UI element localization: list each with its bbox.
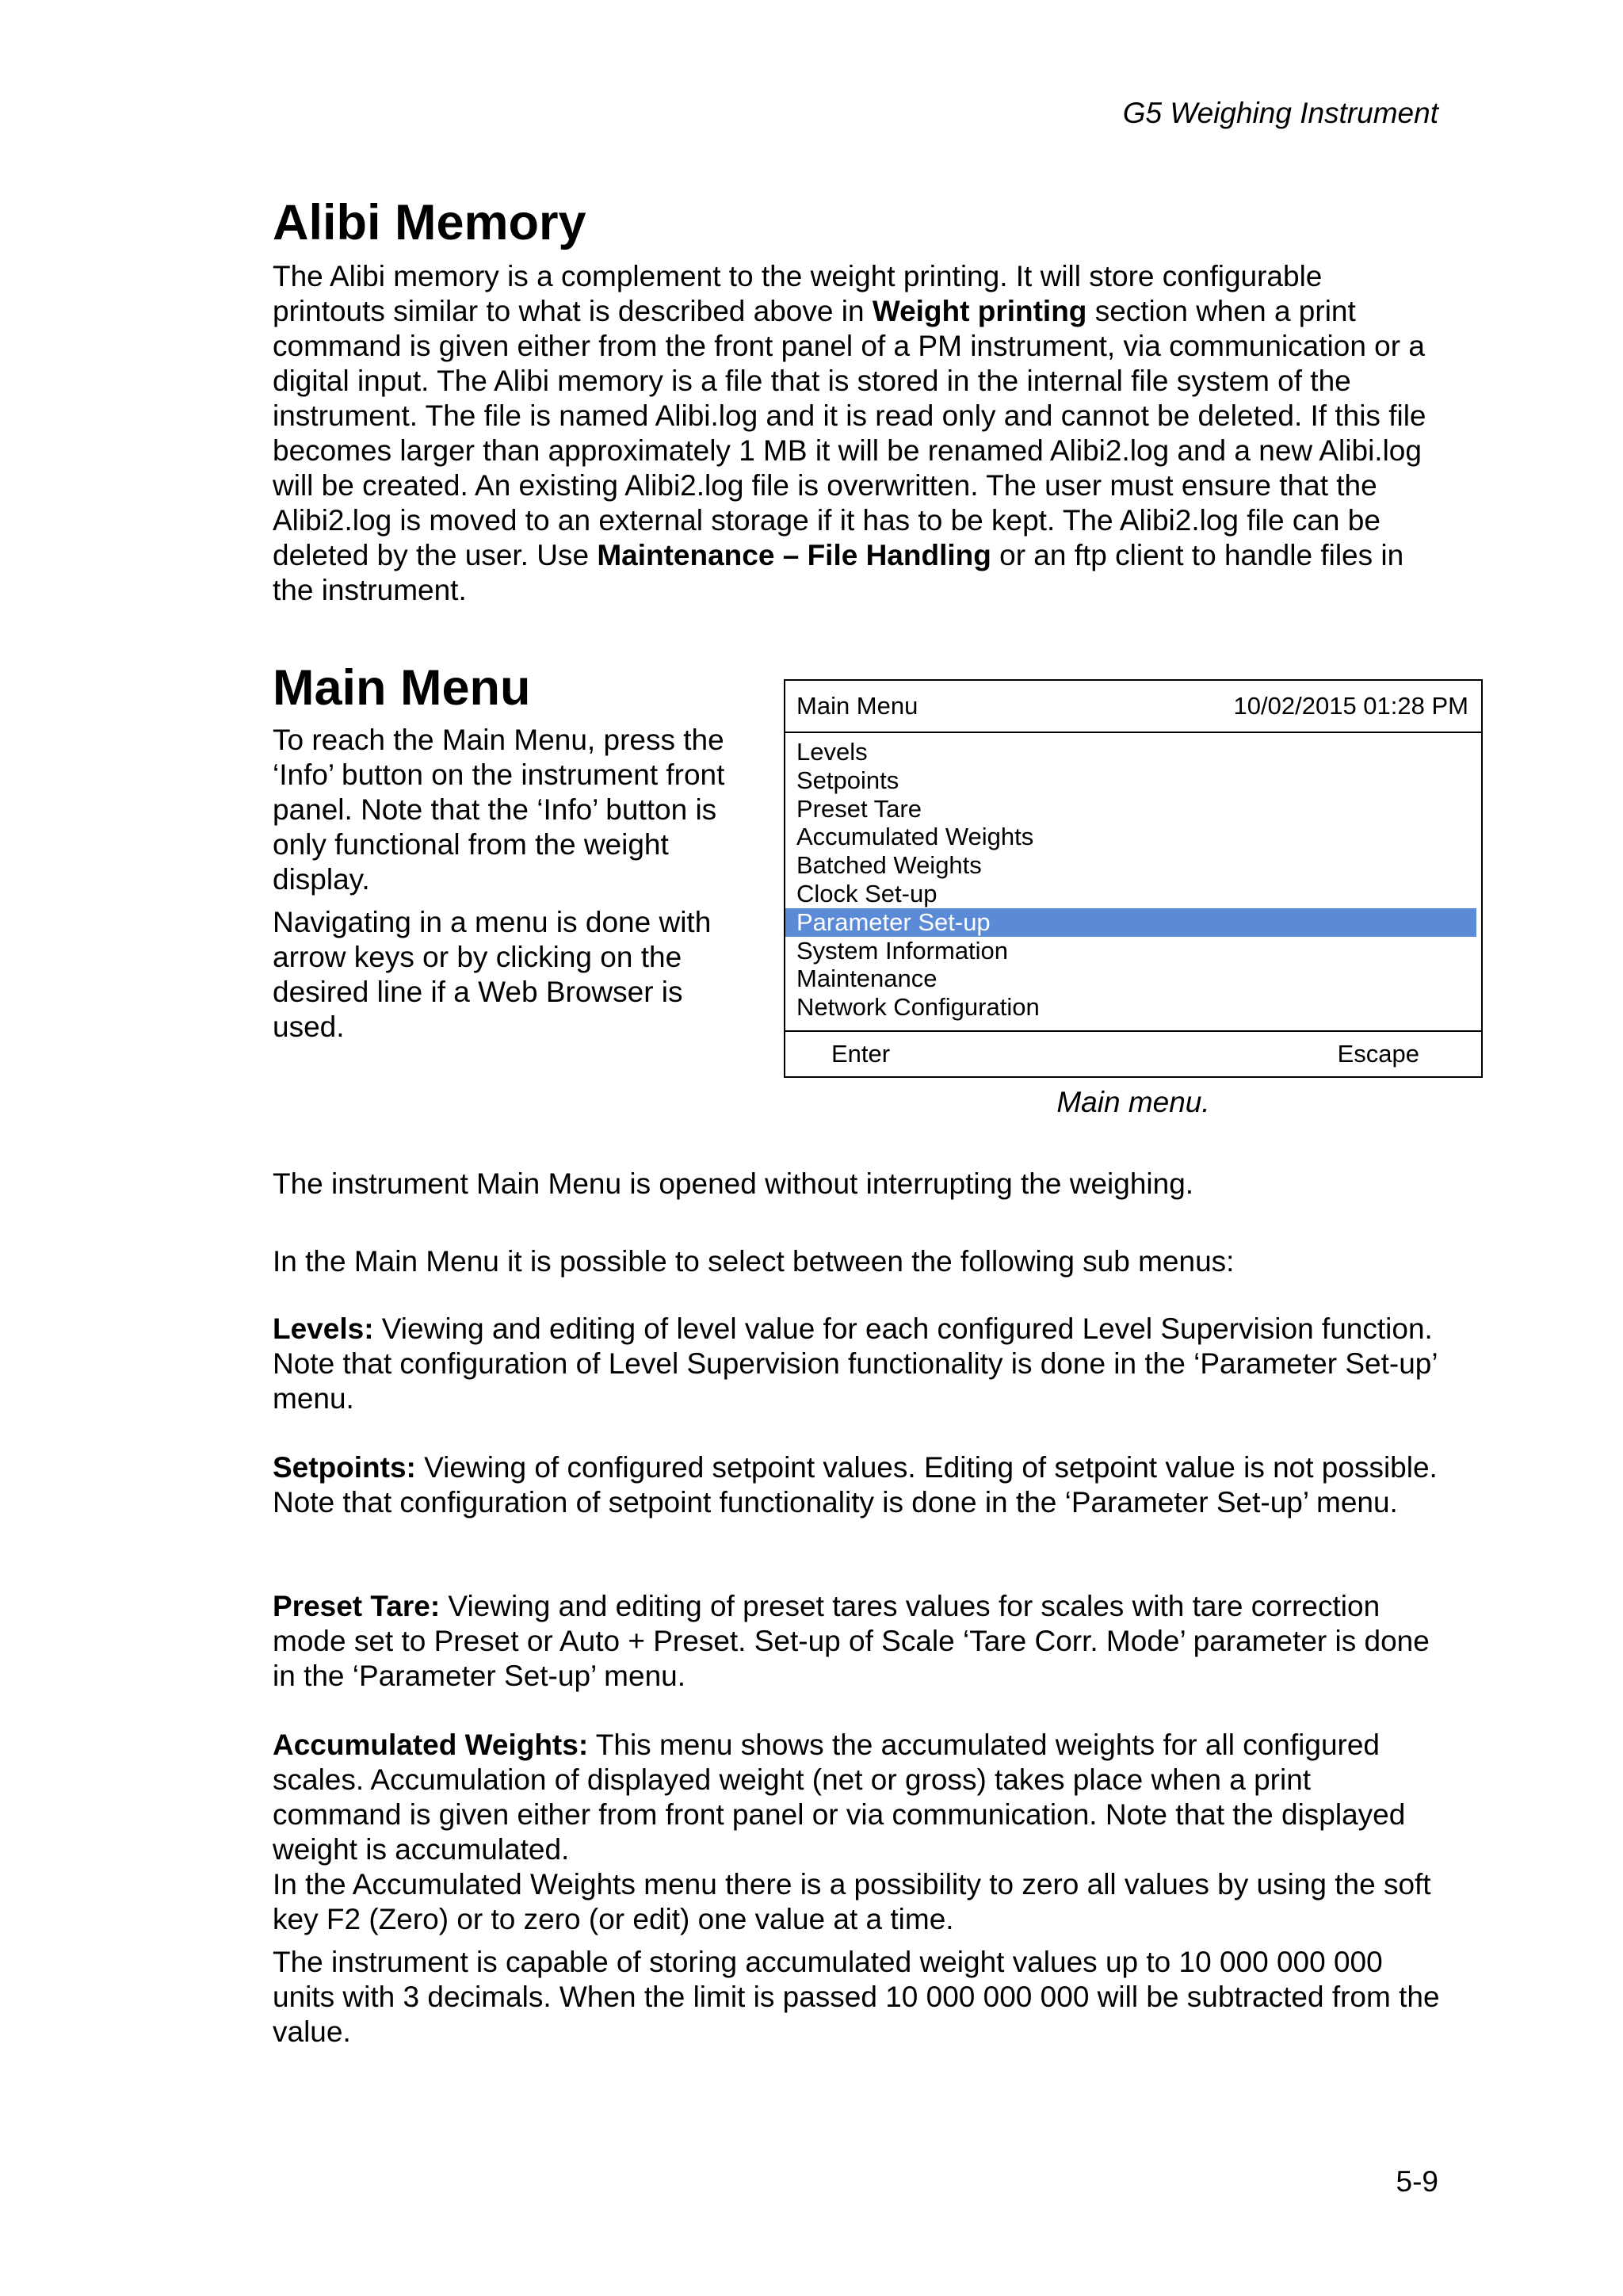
menu-item[interactable]: Setpoints (796, 766, 899, 794)
menu-item[interactable]: Maintenance (796, 965, 938, 993)
setpoints-text: Viewing of configured setpoint values. Editing of setpoint value is not possible. Note that configuration of setpoint functionality is done in the ‘Parameter Set-up’ menu. (273, 1451, 1438, 1519)
alibi-memory-paragraph (273, 259, 1442, 608)
main-menu-intro-p1: To reach the Main Menu, press the ‘Info’ button on the instrument front panel. Note that the ‘Info’ button is only functional from the weight display. (273, 724, 725, 896)
alibi-bold-weight-printing: Weight printing (872, 295, 1087, 327)
preset-tare-description (273, 1589, 1442, 1694)
accumulated-weights-text: This menu shows the accumulated weights for all configured scales. Accumulation of displayed weight (net or gross) takes place when a print command is given either from front panel or via communication. Note that the displayed weight is accumulated. (273, 1729, 1406, 1866)
alibi-bold-maintenance: Maintenance – File Handling (597, 539, 991, 571)
setpoints-description (273, 1450, 1442, 1520)
accumulated-weights-p2: In the Accumulated Weights menu there is a possibility to zero all values by using the soft key F2 (Zero) or to zero (or edit) one value at a time. (273, 1868, 1431, 1935)
menu-item[interactable]: Accumulated Weights (796, 823, 1034, 851)
menu-item[interactable]: Network Configuration (796, 993, 1040, 1022)
screen-title-bar (785, 681, 1481, 733)
screen-menu-list (785, 738, 1481, 1022)
main-menu-submenus-intro: In the Main Menu it is possible to select between the following sub menus: (273, 1245, 1235, 1278)
page-header: G5 Weighing Instrument (1122, 97, 1438, 129)
accumulated-weights-label: Accumulated Weights: (273, 1729, 589, 1761)
screen-softkey-bar (785, 1030, 1481, 1076)
screen-title: Main Menu (796, 692, 918, 720)
main-menu-opened-text: The instrument Main Menu is opened without interrupting the weighing. (273, 1167, 1194, 1200)
main-menu-screen (784, 679, 1483, 1078)
menu-item[interactable]: Parameter Set-up (785, 908, 1476, 937)
main-menu-heading: Main Menu (273, 660, 531, 716)
alibi-memory-heading: Alibi Memory (273, 195, 586, 250)
main-menu-intro-p2: Navigating in a menu is done with arrow keys or by clicking on the desired line if a Web Browser is used. (273, 906, 712, 1043)
accumulated-weights-p1 (273, 1728, 1442, 1867)
preset-tare-label: Preset Tare: (273, 1590, 441, 1622)
main-menu-intro (273, 723, 748, 1045)
levels-label: Levels: (273, 1312, 374, 1345)
levels-text: Viewing and editing of level value for each configured Level Supervision function. Note that configuration of Level Supervision functionality is done in the ‘Parameter Set-up’ menu. (273, 1312, 1438, 1415)
page-number: 5-9 (1396, 2165, 1438, 2198)
setpoints-label: Setpoints: (273, 1451, 416, 1484)
alibi-text-1: The Alibi memory is a complement to the weight printing. It will store configurable printouts similar to what is described above in (273, 260, 1323, 327)
alibi-text-2: section when a print command is given either from the front panel of a PM instrument, via communication or a digital input. The Alibi memory is a file that is stored in the internal file system of the instrument. The file is named Alibi.log and it is read only and cannot be deleted. If this file becomes larger than approximately 1 MB it will be renamed Alibi2.log and a new Alibi.log will be created. An existing Alibi2.log file is overwritten. The user must ensure that the Alibi2.log is moved to an external storage if it has to be kept. The Alibi2.log file can be deleted by the user. Use (273, 295, 1426, 571)
accumulated-weights-description (273, 1728, 1442, 2050)
levels-description (273, 1312, 1442, 1416)
menu-item[interactable]: System Information (796, 936, 1009, 965)
accumulated-weights-p3: The instrument is capable of storing accumulated weight values up to 10 000 000 000 units with 3 decimals. When the limit is passed 10 000 000 000 will be subtracted from the value. (273, 1946, 1440, 2048)
enter-softkey[interactable]: Enter (831, 1040, 891, 1068)
escape-softkey[interactable]: Escape (1337, 1040, 1419, 1068)
preset-tare-text: Viewing and editing of preset tares values for scales with tare correction mode set to Preset or Auto + Preset. Set-up of Scale ‘Tare Corr. Mode’ parameter is done in the ‘Parameter Set-up’ menu. (273, 1590, 1430, 1692)
figure-caption: Main menu. (1056, 1086, 1210, 1118)
menu-item[interactable]: Preset Tare (796, 794, 922, 823)
menu-item[interactable]: Clock Set-up (796, 879, 938, 907)
screen-datetime: 10/02/2015 01:28 PM (1233, 692, 1468, 720)
alibi-text-3: or an ftp client to handle files in the instrument. (273, 539, 1404, 606)
menu-item[interactable]: Batched Weights (796, 851, 982, 880)
menu-item[interactable]: Levels (796, 738, 868, 766)
